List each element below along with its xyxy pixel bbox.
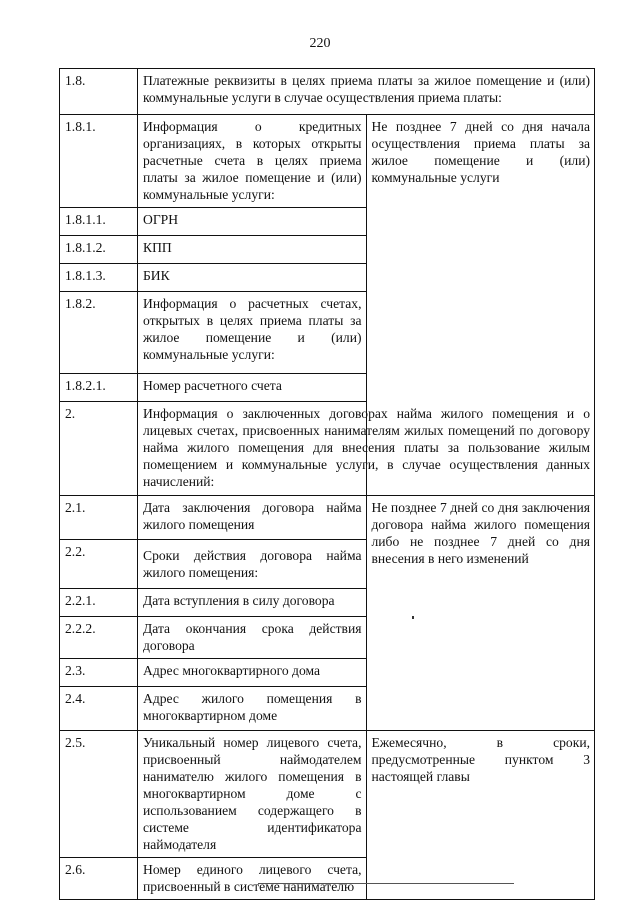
row-number: 1.8.2.1.	[60, 374, 138, 402]
row-text: Дата заключения договора найма жилого помещения	[138, 496, 367, 540]
row-text: Дата вступления в силу договора	[138, 589, 367, 617]
deadline-cell: Не позднее 7 дней со дня заключения договора найма жилого помещения либо не позднее 7 дней со дня внесения в него изменений	[366, 496, 595, 731]
row-number: 1.8.2.	[60, 292, 138, 374]
row-number: 1.8.1.2.	[60, 236, 138, 264]
deadline-cell: Не позднее 7 дней со дня начала осуществления приема платы за жилое помещение и (или) коммунальные услуги	[366, 115, 595, 496]
row-text: Платежные реквизиты в целях приема платы за жилое помещение и (или) коммунальные услуги в случае осуществления приема платы:	[138, 69, 595, 115]
row-number: 1.8.	[60, 69, 138, 115]
scan-speck	[412, 616, 414, 619]
row-number: 2.	[60, 402, 138, 496]
row-text: ОГРН	[138, 208, 367, 236]
row-text: Информация о расчетных счетах, открытых в целях приема платы за жилое помещение и (или) коммунальные услуги:	[138, 292, 367, 374]
table-row	[60, 402, 595, 496]
row-number: 2.4.	[60, 687, 138, 731]
row-text: Информация о кредитных организациях, в которых открыты расчетные счета в целях приема платы за жилое помещение и (или) коммунальные услуги:	[138, 115, 367, 208]
row-number: 1.8.1.	[60, 115, 138, 208]
row-text: Сроки действия договора найма жилого помещения:	[138, 540, 367, 589]
row-text-cell	[138, 858, 367, 900]
deadline-cell: Ежемесячно, в сроки, предусмотренные пунктом 3 настоящей главы	[366, 731, 595, 900]
row-text: Номер единого лицевого счета, присвоенный в системе нанимателю	[143, 862, 362, 894]
row-text: Адрес многоквартирного дома	[138, 659, 367, 687]
row-number: 2.2.	[60, 540, 138, 589]
row-number: 2.2.1.	[60, 589, 138, 617]
table-row	[60, 115, 595, 208]
row-text: Адрес жилого помещения в многоквартирном доме	[138, 687, 367, 731]
table-row	[60, 69, 595, 115]
row-text: БИК	[138, 264, 367, 292]
page-number: 220	[309, 36, 331, 51]
row-number: 2.3.	[60, 659, 138, 687]
row-text: Дата окончания срока действия договора	[138, 617, 367, 659]
row-number: 2.5.	[60, 731, 138, 858]
document-table	[59, 68, 595, 900]
row-number: 2.1.	[60, 496, 138, 540]
row-text: Уникальный номер лицевого счета, присвоенный наймодателем нанимателю жилого помещения в многоквартирном доме с использованием содержащего в системе идентификатора наймодателя	[138, 731, 367, 858]
bottom-rule	[258, 883, 514, 884]
row-number: 1.8.1.3.	[60, 264, 138, 292]
row-number: 2.6.	[60, 858, 138, 900]
row-text: КПП	[138, 236, 367, 264]
row-text: Информация о заключенных договорах найма жилого помещения и о лицевых счетах, присвоенных нанимателям жилых помещений по договору найма жилого помещения для внесения платы за пользование жилым помещением и коммунальные услуги, в случае осуществления данных начислений:	[138, 402, 595, 496]
table-row	[60, 496, 595, 540]
row-number: 2.2.2.	[60, 617, 138, 659]
row-number: 1.8.1.1.	[60, 208, 138, 236]
row-text: Номер расчетного счета	[138, 374, 367, 402]
table-row	[60, 731, 595, 858]
